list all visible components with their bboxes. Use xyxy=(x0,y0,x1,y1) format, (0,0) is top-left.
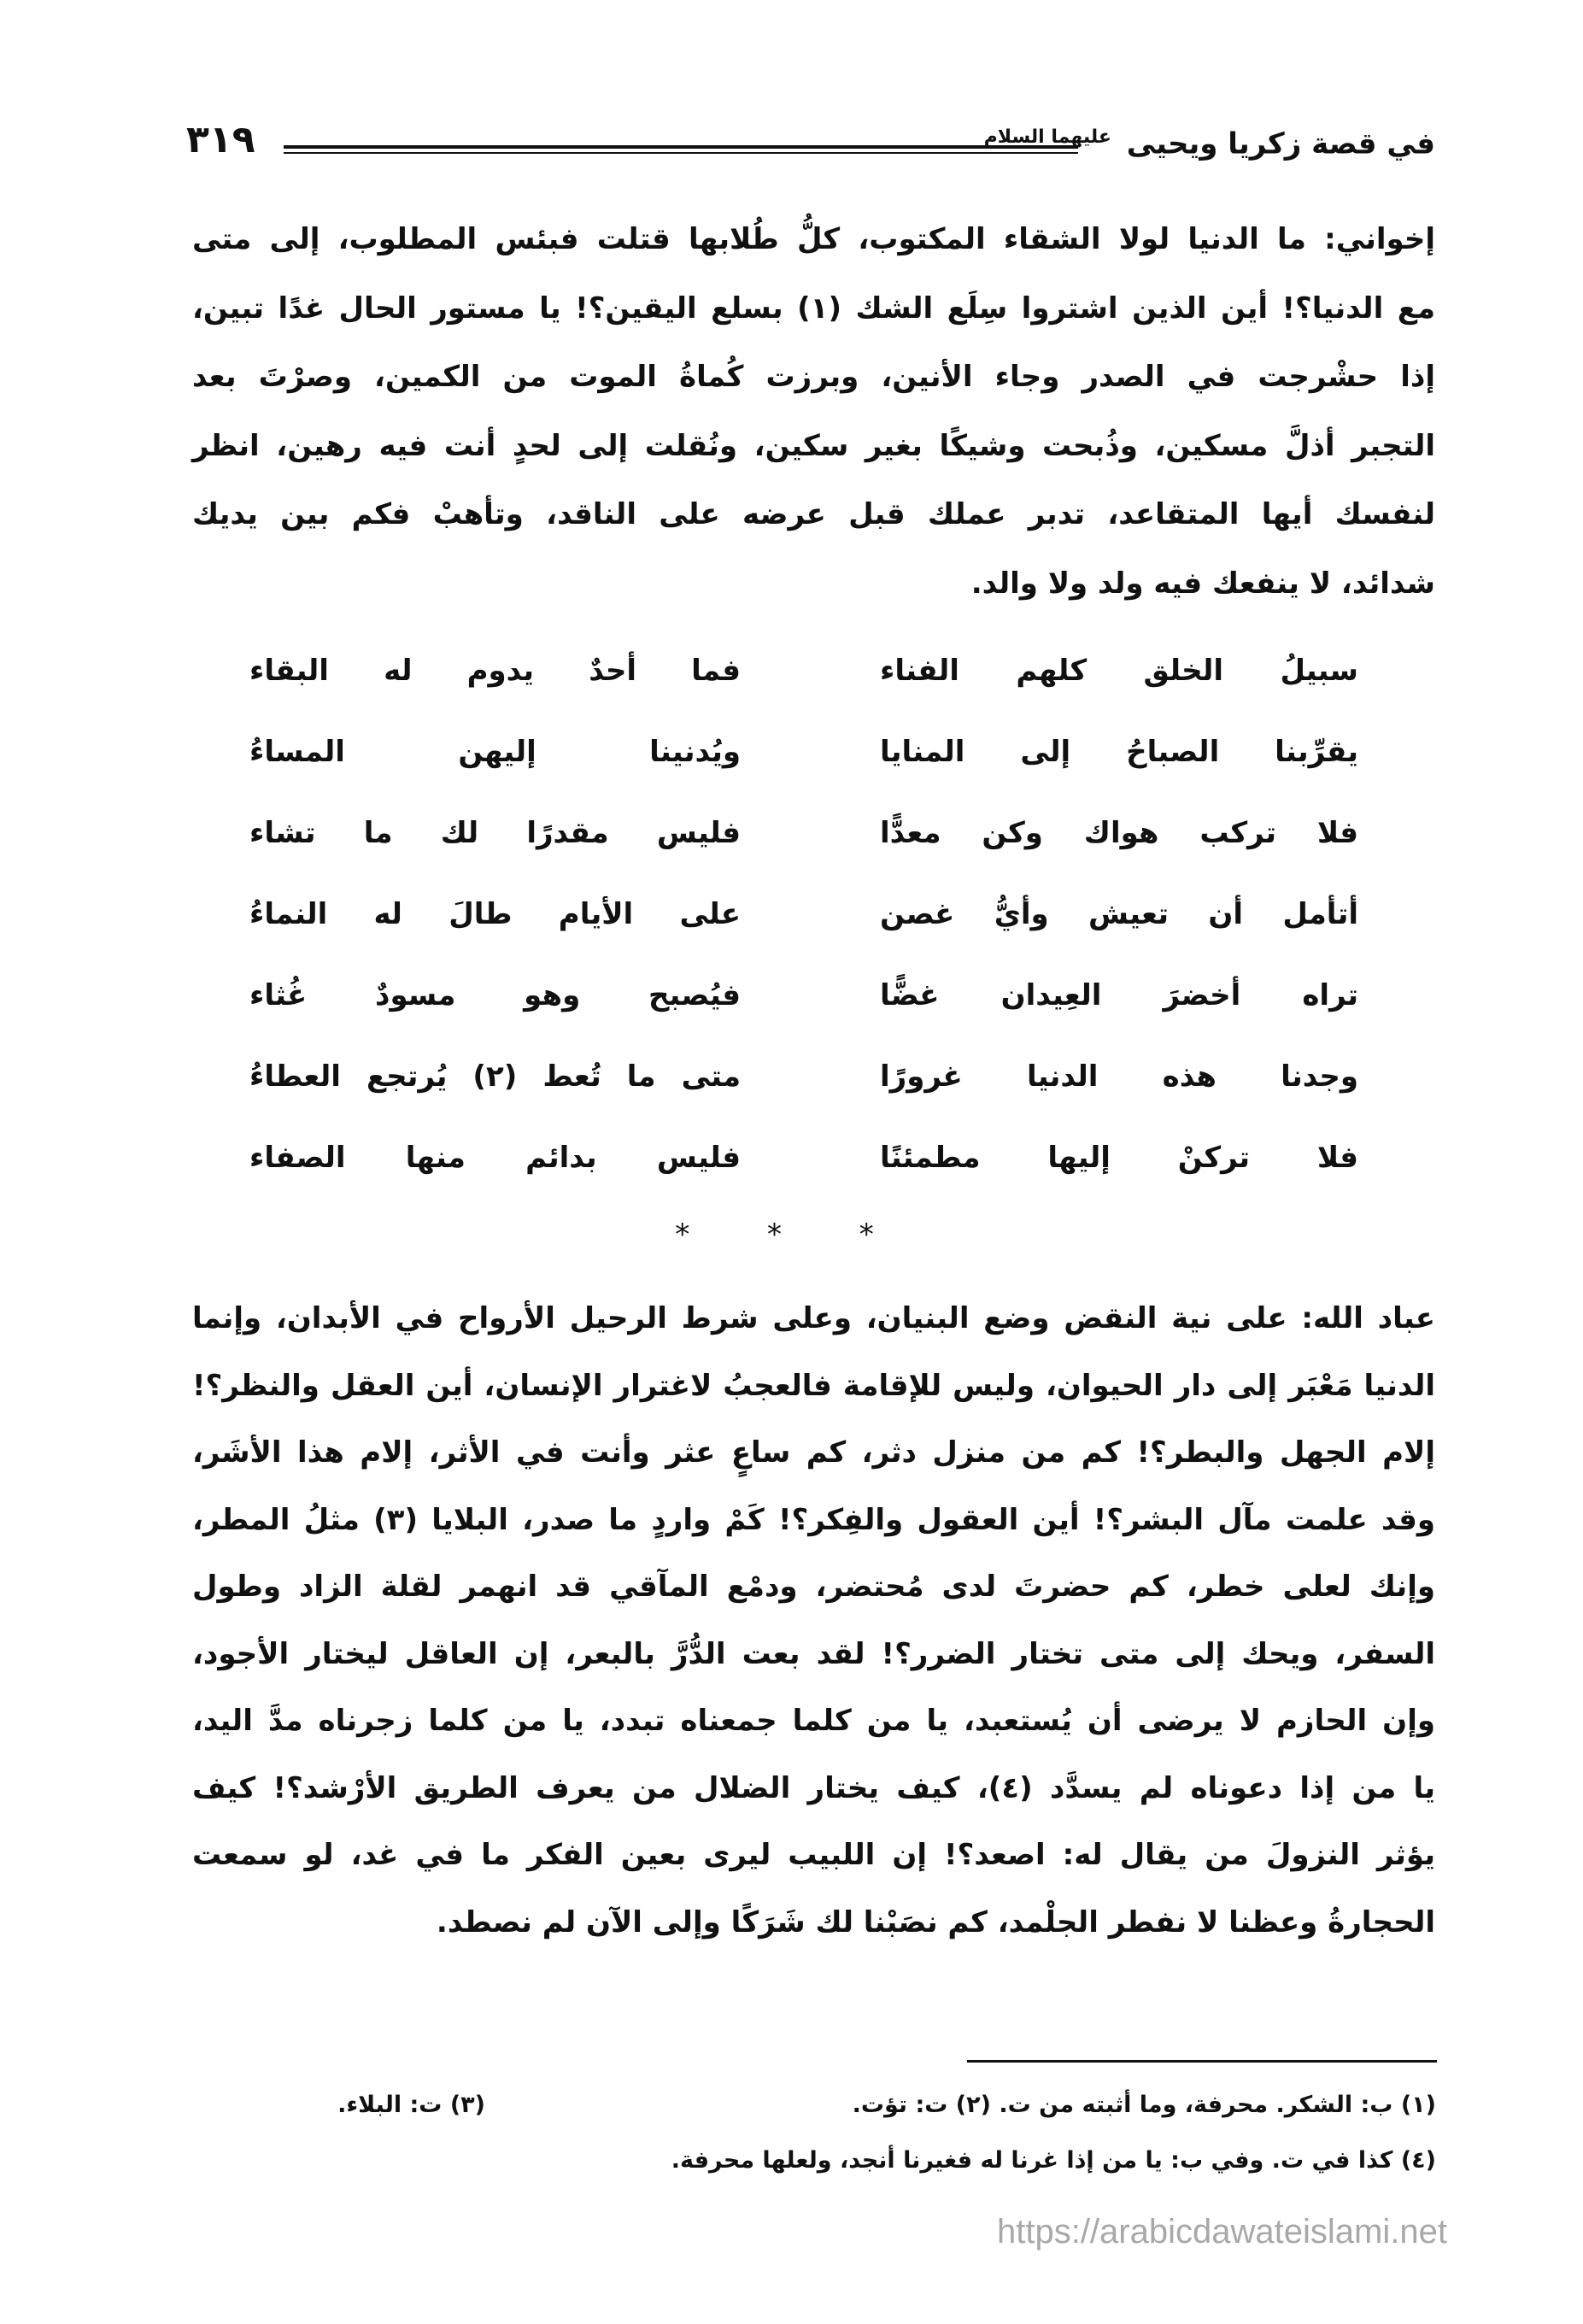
header-divider xyxy=(284,145,1078,154)
line-text: وإن الحازم لا يرضى أن يُستعبد، يا من كلما جمعناه تبدد، يا من كلما زجرناه مدَّ اليد، xyxy=(192,1704,1435,1738)
verse-second-hemistich: على الأيام طالَ له النماءُ xyxy=(249,897,741,931)
line-text: يؤثر النزولَ من يقال له: اصعد؟! إن اللبيب ليرى بعين الفكر ما في غد، لو سمعت xyxy=(192,1838,1435,1872)
verse-first-hemistich: تراه أخضرَ العِيدان غضًّا xyxy=(880,978,1358,1012)
verse-second-hemistich: فما أحدٌ يدوم له البقاء xyxy=(249,654,741,688)
line-text: لنفسك أيها المتقاعد، تدبر عملك قبل عرضه على الناقد، وتأهبْ فكم بين يديك xyxy=(192,497,1435,531)
text-line xyxy=(192,1636,1435,1671)
line-text: شدائد، لا ينفعك فيه ولد ولا والد. xyxy=(970,566,1435,601)
footnote-1-2: (١) ب: الشكر. محرفة، وما أثبته من ت. (٢) ت: تؤت. xyxy=(852,2092,1436,2118)
text-line xyxy=(192,1502,1435,1537)
text-line xyxy=(192,497,1435,531)
line-text: التجبر أذلَّ مسكين، وذُبحت وشيكًا بغير سكين، ونُقلت إلى لحدٍ أنت فيه رهين، انظر xyxy=(192,428,1435,463)
text-line xyxy=(192,1704,1435,1738)
verse-second-hemistich: فليس مقدرًا لك ما تشاء xyxy=(249,816,741,850)
running-header-title xyxy=(984,126,1435,161)
verse-first-hemistich: وجدنا هذه الدنيا غرورًا xyxy=(880,1059,1358,1094)
text-line xyxy=(192,1435,1435,1470)
line-text: مع الدنيا؟! أين الذين اشتروا سِلَع الشك (١) بسلع اليقين؟! يا مستور الحال غدًا تبين، xyxy=(192,290,1435,326)
verse-second-hemistich: فيُصبح وهو مسودٌ غُثاء xyxy=(249,978,741,1012)
line-text: إذا حشْرجت في الصدر وجاء الأنين، وبرزت كُماةُ الموت من الكمين، وصرْتَ بعد xyxy=(192,360,1435,394)
verse-second-hemistich: فليس بدائم منها الصفاء xyxy=(249,1141,741,1175)
line-text: وإنك لعلى خطر، كم حضرتَ لدى مُحتضر، ودمْع المآقي قد انهمر لقلة الزاد وطول xyxy=(192,1570,1435,1604)
line-text: ما الدنيا لولا الشقاء المكتوب، كلُّ طُلابها قتلت فبئس المطلوب، إلى متى xyxy=(192,222,1325,256)
verse-second-hemistich: متى ما تُعط (٢) يُرتجع العطاءُ xyxy=(249,1059,742,1094)
footnote-3: (٣) ت: البلاء. xyxy=(337,2092,485,2118)
text-line xyxy=(192,360,1435,394)
footnote-4: (٤) كذا في ت. وفي ب: يا من إذا غرنا له فغيرنا أنجد، ولعلها محرفة. xyxy=(671,2147,1436,2174)
verse-first-hemistich: يقرِّبنا الصباحُ إلى المنايا xyxy=(880,735,1358,769)
paragraph-lead: إخواني: xyxy=(1324,222,1435,256)
honorific-ligature: عليهما السلام xyxy=(983,126,1111,148)
text-line xyxy=(192,290,1435,326)
line-text: إلام الجهل والبطر؟! كم من منزل دثر، كم ساعٍ عثر وأنت في الأثر، إلام هذا الأشَر، xyxy=(192,1435,1435,1470)
text-line xyxy=(192,428,1435,463)
line-text: السفر، ويحك إلى متى تختار الضرر؟! لقد بعت الدُّرَّ بالبعر، إن العاقل ليختار الأجود، xyxy=(192,1636,1435,1671)
verse-first-hemistich: فلا تركب هواك وكن معدًّا xyxy=(880,816,1358,850)
line-text: وقد علمت مآل البشر؟! أين العقول والفِكر؟! كَمْ واردٍ ما صدر، البلايا (٣) مثلُ المطر، xyxy=(192,1502,1435,1537)
verse-second-hemistich: ويُدنينا إليهن المساءُ xyxy=(249,735,741,769)
text-line xyxy=(192,1368,1435,1403)
verse-first-hemistich: أتأمل أن تعيش وأيُّ غصن xyxy=(880,897,1358,931)
watermark-url: https://arabicdawateislami.net xyxy=(997,2213,1447,2251)
line-text: يا من إذا دعوناه لم يسدَّد (٤)، كيف يختار الضلال من يعرف الطريق الأرْشد؟! كيف xyxy=(192,1770,1435,1805)
text-line xyxy=(192,1770,1435,1805)
page-number: ٣١٩ xyxy=(186,118,255,161)
text-line xyxy=(192,1570,1435,1604)
footnote-divider xyxy=(967,2060,1437,2063)
text-line xyxy=(192,1838,1435,1872)
paragraph-lead: عباد الله: xyxy=(1301,1301,1435,1335)
verse-first-hemistich: سبيلُ الخلق كلهم الفناء xyxy=(880,654,1358,688)
section-separator: * * * xyxy=(675,1218,908,1252)
line-text: الحجارةُ وعظنا لا نفطر الجلْمد، كم نصَبْنا لك شَرَكًا وإلى الآن لم نصطد. xyxy=(436,1904,1435,1940)
text-line xyxy=(192,1301,1435,1335)
text-line xyxy=(192,222,1435,256)
line-text: الدنيا مَعْبَر إلى دار الحيوان، وليس للإقامة فالعجبُ لاغترار الإنسان، أين العقل والنظر؟! xyxy=(192,1368,1435,1403)
text-line xyxy=(192,566,1435,601)
verse-first-hemistich: فلا تركنْ إليها مطمئنًا xyxy=(880,1141,1358,1175)
header-title-text: في قصة زكريا ويحيى xyxy=(1126,126,1435,161)
line-text: على نية النقض وضع البنيان، وعلى شرط الرحيل الأرواح في الأبدان، وإنما xyxy=(192,1301,1302,1335)
text-line xyxy=(192,1904,1435,1940)
